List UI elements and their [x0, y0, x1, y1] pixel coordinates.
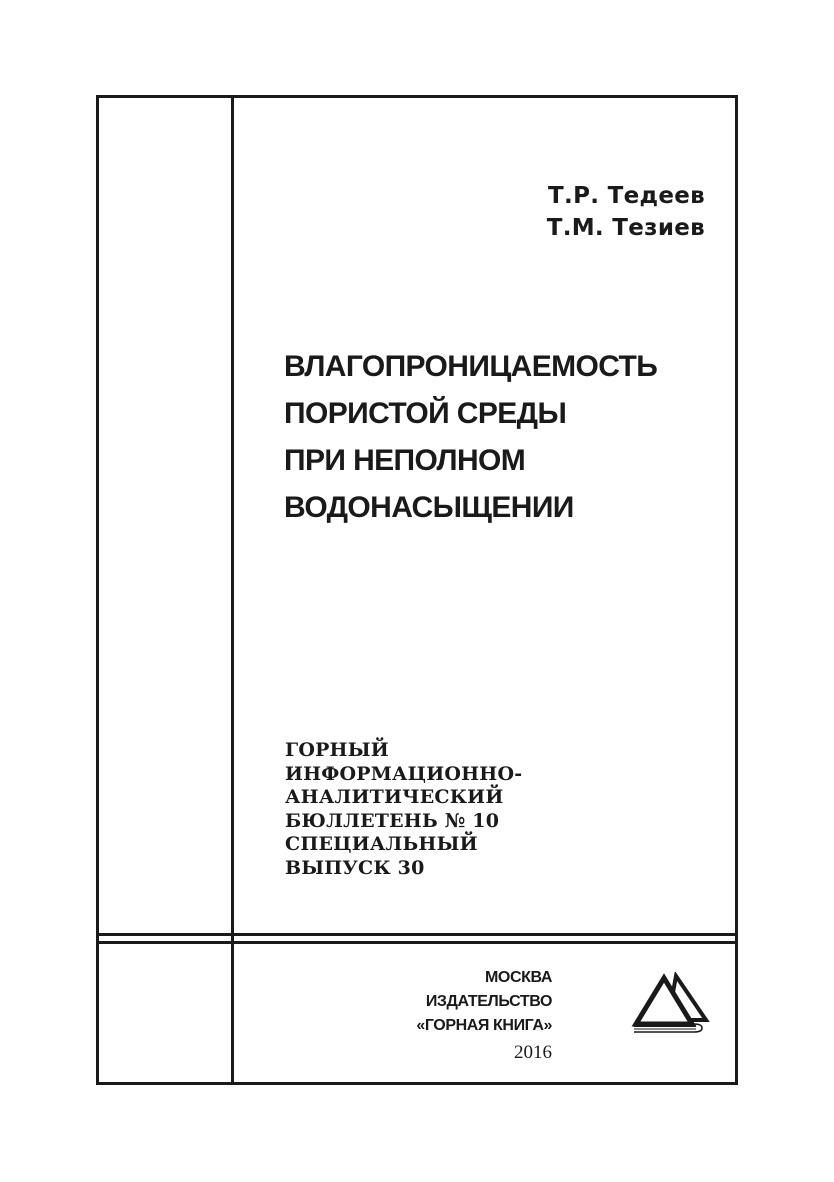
series-line-5: СПЕЦИАЛЬНЫЙ — [285, 833, 478, 855]
author-1: Т.Р. Тедеев — [548, 183, 705, 209]
horizontal-rule-top — [96, 933, 738, 936]
book-title — [284, 343, 657, 531]
title-line-2: ПОРИСТОЙ СРЕДЫ — [284, 397, 567, 430]
publication-year: 2016 — [514, 1042, 552, 1063]
series-line-4: БЮЛЛЕТЕНЬ № 10 — [285, 809, 500, 832]
authors — [547, 180, 705, 244]
series-line-1: ГОРНЫЙ — [285, 739, 389, 761]
title-line-4: ВОДОНАСЫЩЕНИИ — [284, 491, 574, 524]
author-2: Т.М. Тезиев — [546, 215, 705, 241]
horizontal-rule-bottom — [96, 941, 738, 944]
publisher-book-triangle-icon — [630, 972, 710, 1034]
series-line-3: АНАЛИТИЧЕСКИЙ — [285, 786, 504, 808]
title-line-1: ВЛАГОПРОНИЦАЕМОСТЬ — [284, 350, 658, 383]
series-info — [285, 739, 522, 880]
publisher-block — [416, 966, 552, 1066]
series-line-2: ИНФОРМАЦИОННО- — [285, 762, 523, 785]
series-line-6: ВЫПУСК 30 — [285, 856, 425, 879]
publisher-house: ИЗДАТЕЛЬСТВО — [425, 993, 552, 1010]
publisher-city: МОСКВА — [484, 969, 552, 986]
vertical-rule — [231, 95, 234, 1085]
publisher-name: «ГОРНАЯ КНИГА» — [416, 1017, 552, 1034]
title-line-3: ПРИ НЕПОЛНОМ — [284, 444, 526, 477]
